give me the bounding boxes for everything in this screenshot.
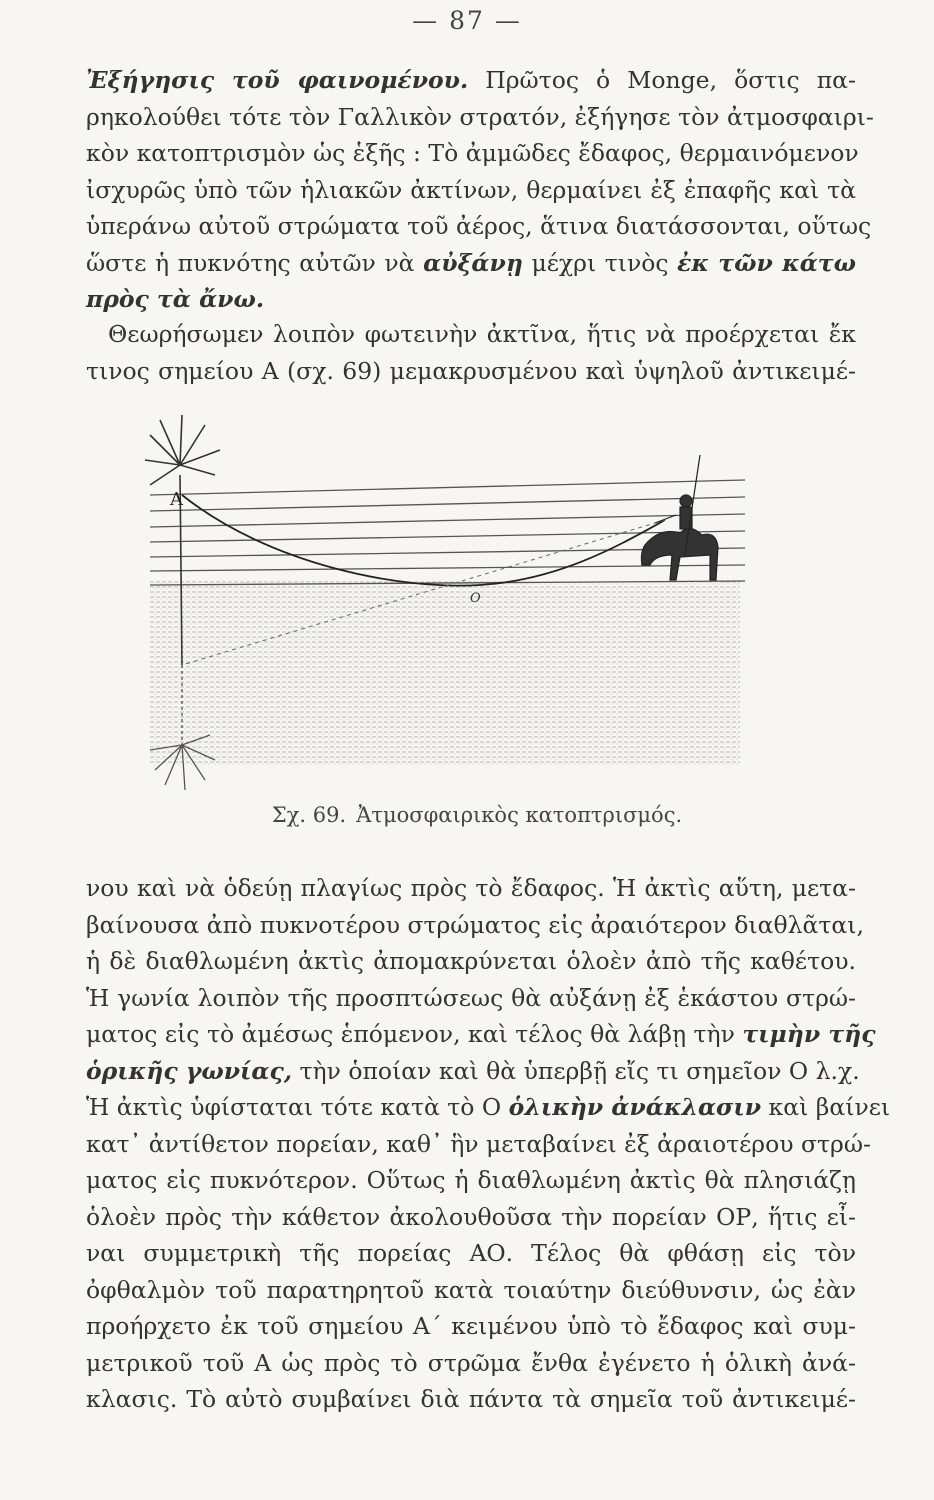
text-line: Ἐξήγησις τοῦ φαινομένου. Πρῶτος ὁ Monge, ὅστις πα- bbox=[86, 66, 856, 94]
text-line: ἡ δὲ διαθλωμένη ἀκτὶς ἀπομακρύνεται ὁλοὲν ἀπὸ τῆς καθέτου. bbox=[86, 947, 856, 975]
label-point-o: O bbox=[470, 591, 481, 606]
paragraph-consider-ray bbox=[86, 316, 856, 389]
paragraph-explanation bbox=[86, 62, 874, 318]
mirage-figure bbox=[120, 415, 760, 795]
text-line: προήρχετο ἐκ τοῦ σημείου Α΄ κειμένου ὑπὸ τὸ ἔδαφος καὶ συμ- bbox=[86, 1312, 856, 1340]
paragraph-refraction bbox=[86, 870, 891, 1418]
camel-rider bbox=[641, 455, 718, 580]
text-line: ρηκολούθει τότε τὸν Γαλλικὸν στρατόν, ἐξήγησε τὸν ἀτμοσφαιρι- bbox=[86, 102, 874, 131]
caption-number: Σχ. 69. bbox=[271, 803, 347, 827]
text-line: κὸν κατοπτρισμὸν ὡς ἑξῆς : Τὸ ἀμμῶδες ἔδαφος, θερμαινόμενον bbox=[86, 139, 859, 167]
text-line: τινος σημείου Α (σχ. 69) μεμακρυσμένου καὶ ὑψηλοῦ ἀντικειμέ- bbox=[86, 356, 856, 385]
section-heading: Ἐξήγησις τοῦ φαινομένου. bbox=[86, 66, 469, 94]
text-line: ναι συμμετρικὴ τῆς πορείας ΑΟ. Τέλος θὰ φθάσῃ εἰς τὸν bbox=[86, 1239, 856, 1267]
text-line: ἰσχυρῶς ὑπὸ τῶν ἡλιακῶν ἀκτίνων, θερμαίνει ἐξ ἐπαφῆς καὶ τὰ bbox=[86, 175, 856, 204]
text-line: ὁλοὲν πρὸς τὴν κάθετον ἀκολουθοῦσα τὴν πορείαν ΟΡ, ἥτις εἶ- bbox=[86, 1202, 856, 1231]
text-line: Ἡ ἀκτὶς ὑφίσταται τότε κατὰ τὸ Ο ὁλικὴν ἀνάκλασιν καὶ βαίνει bbox=[86, 1093, 891, 1121]
text-line: κατ᾽ ἀντίθετον πορείαν, καθ᾽ ἣν μεταβαίνει ἐξ ἀραιοτέρου στρώ- bbox=[86, 1129, 871, 1158]
text-line: ὁρικῆς γωνίας, τὴν ὁποίαν καὶ θὰ ὑπερβῇ εἴς τι σημεῖον Ο λ.χ. bbox=[86, 1056, 860, 1085]
text-line: νου καὶ νὰ ὁδεύῃ πλαγίως πρὸς τὸ ἔδαφος. Ἡ ἀκτὶς αὕτη, μετα- bbox=[86, 874, 856, 902]
text-line: ματος εἰς τὸ ἀμέσως ἑπόμενον, καὶ τέλος θὰ λάβῃ τὴν τιμὴν τῆς bbox=[86, 1020, 876, 1048]
text-line: ὑπεράνω αὐτοῦ στρώματα τοῦ ἀέρος, ἅτινα διατάσσονται, οὕτως bbox=[86, 212, 872, 240]
text-line: Θεωρήσωμεν λοιπὸν φωτεινὴν ἀκτῖνα, ἥτις νὰ προέρχεται ἔκ bbox=[108, 320, 856, 348]
text-line: βαίνουσα ἀπὸ πυκνοτέρου στρώματος εἰς ἀραιότερον διαθλᾶται, bbox=[86, 910, 864, 939]
text-line: ὥστε ἡ πυκνότης αὐτῶν νὰ αὐξάνῃ μέχρι τινὸς ἐκ τῶν κάτω bbox=[86, 248, 856, 277]
text-line: ὀφθαλμὸν τοῦ παρατηρητοῦ κατὰ τοιαύτην διεύθυνσιν, ὡς ἐὰν bbox=[86, 1275, 856, 1304]
desert-ground bbox=[150, 580, 740, 765]
text-line: μετρικοῦ τοῦ Α ὡς πρὸς τὸ στρῶμα ἔνθα ἐγένετο ἡ ὁλικὴ ἀνά- bbox=[86, 1348, 856, 1377]
text-line: κλασις. Τὸ αὐτὸ συμβαίνει διὰ πάντα τὰ σημεῖα τοῦ ἀντικειμέ- bbox=[86, 1385, 856, 1413]
caption-text: Ἀτμοσφαιρικὸς κατοπτρισμός. bbox=[356, 803, 683, 827]
page-number: — 87 — bbox=[412, 6, 522, 35]
text-line: ματος εἰς πυκνότερον. Οὕτως ἡ διαθλωμένη ἀκτὶς θὰ πλησιάζῃ bbox=[86, 1166, 856, 1194]
label-point-a: Α bbox=[170, 489, 183, 510]
text-line: πρὸς τὰ ἄνω. bbox=[86, 285, 265, 313]
figure-caption bbox=[0, 803, 934, 827]
text-line: Ἡ γωνία λοιπὸν τῆς προσπτώσεως θὰ αὐξάνῃ ἐξ ἑκάστου στρώ- bbox=[86, 983, 856, 1012]
